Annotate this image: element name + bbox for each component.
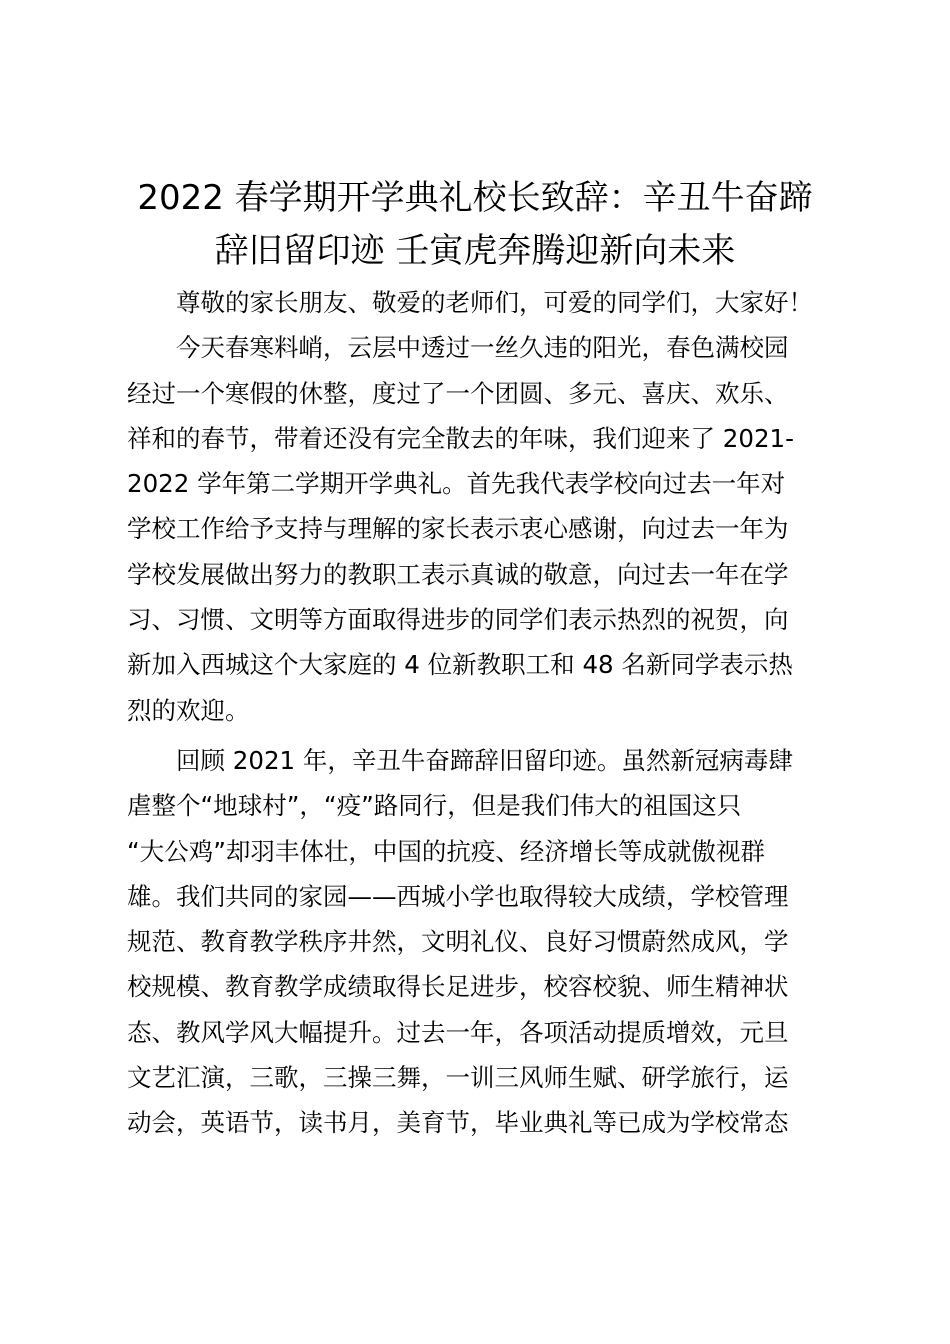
document-title [120, 172, 830, 278]
text-line: 新加入西城这个大家庭的 4 位新教职工和 48 名新同学表示热 [127, 650, 793, 680]
text-line: 文艺汇演，三歌，三操三舞，一训三风师生赋、研学旅行，运 [127, 1063, 789, 1093]
document-body [127, 280, 837, 1146]
text-line: 尊敬的家长朋友、敬爱的老师们，可爱的同学们，大家好！ [127, 288, 813, 317]
title-line-2: 辞旧留印迹 壬寅虎奔腾迎新向未来 [214, 231, 736, 271]
text-line: 雄。我们共同的家园——西城小学也取得较大成绩，学校管理 [127, 881, 789, 911]
paragraph-review [127, 738, 837, 1146]
text-line: 习、习惯、文明等方面取得进步的同学们表示热烈的祝贺，向 [127, 605, 789, 635]
text-line: 校规模、教育教学成绩取得长足进步，校容校貌、师生精神状 [127, 972, 789, 1002]
text-line: 规范、教育教学秩序井然，文明礼仪、良好习惯蔚然成风，学 [127, 927, 789, 957]
text-line: 动会，英语节，读书月，美育节，毕业典礼等已成为学校常态 [127, 1108, 789, 1138]
text-line: 虐整个“地球村”，“疫”路同行，但是我们伟大的祖国这只 [127, 791, 742, 821]
text-line: 今天春寒料峭，云层中透过一丝久违的阳光，春色满校园 [127, 333, 789, 363]
text-line: 态、教风学风大幅提升。过去一年，各项活动提质增效，元旦 [127, 1017, 789, 1047]
paragraph-opening [127, 325, 837, 733]
paragraph-greeting [127, 280, 837, 325]
text-line: 烈的欢迎。 [127, 695, 250, 725]
text-line: 祥和的春节，带着还没有完全散去的年味，我们迎来了 2021- [127, 423, 794, 453]
text-line: “大公鸡”却羽丰体壮，中国的抗疫、经济增长等成就傲视群 [127, 836, 765, 866]
text-line: 学校发展做出努力的教职工表示真诚的敬意，向过去一年在学 [127, 559, 789, 589]
text-line: 2022 学年第二学期开学典礼。首先我代表学校向过去一年对 [127, 469, 786, 499]
text-line: 经过一个寒假的休整，度过了一个团圆、多元、喜庆、欢乐、 [127, 378, 789, 408]
text-line: 学校工作给予支持与理解的家长表示衷心感谢，向过去一年为 [127, 514, 789, 544]
text-line: 回顾 2021 年，辛丑牛奋蹄辞旧留印迹。虽然新冠病毒肆 [127, 745, 793, 775]
title-line-1: 2022 春学期开学典礼校长致辞：辛丑牛奋蹄 [137, 178, 813, 218]
